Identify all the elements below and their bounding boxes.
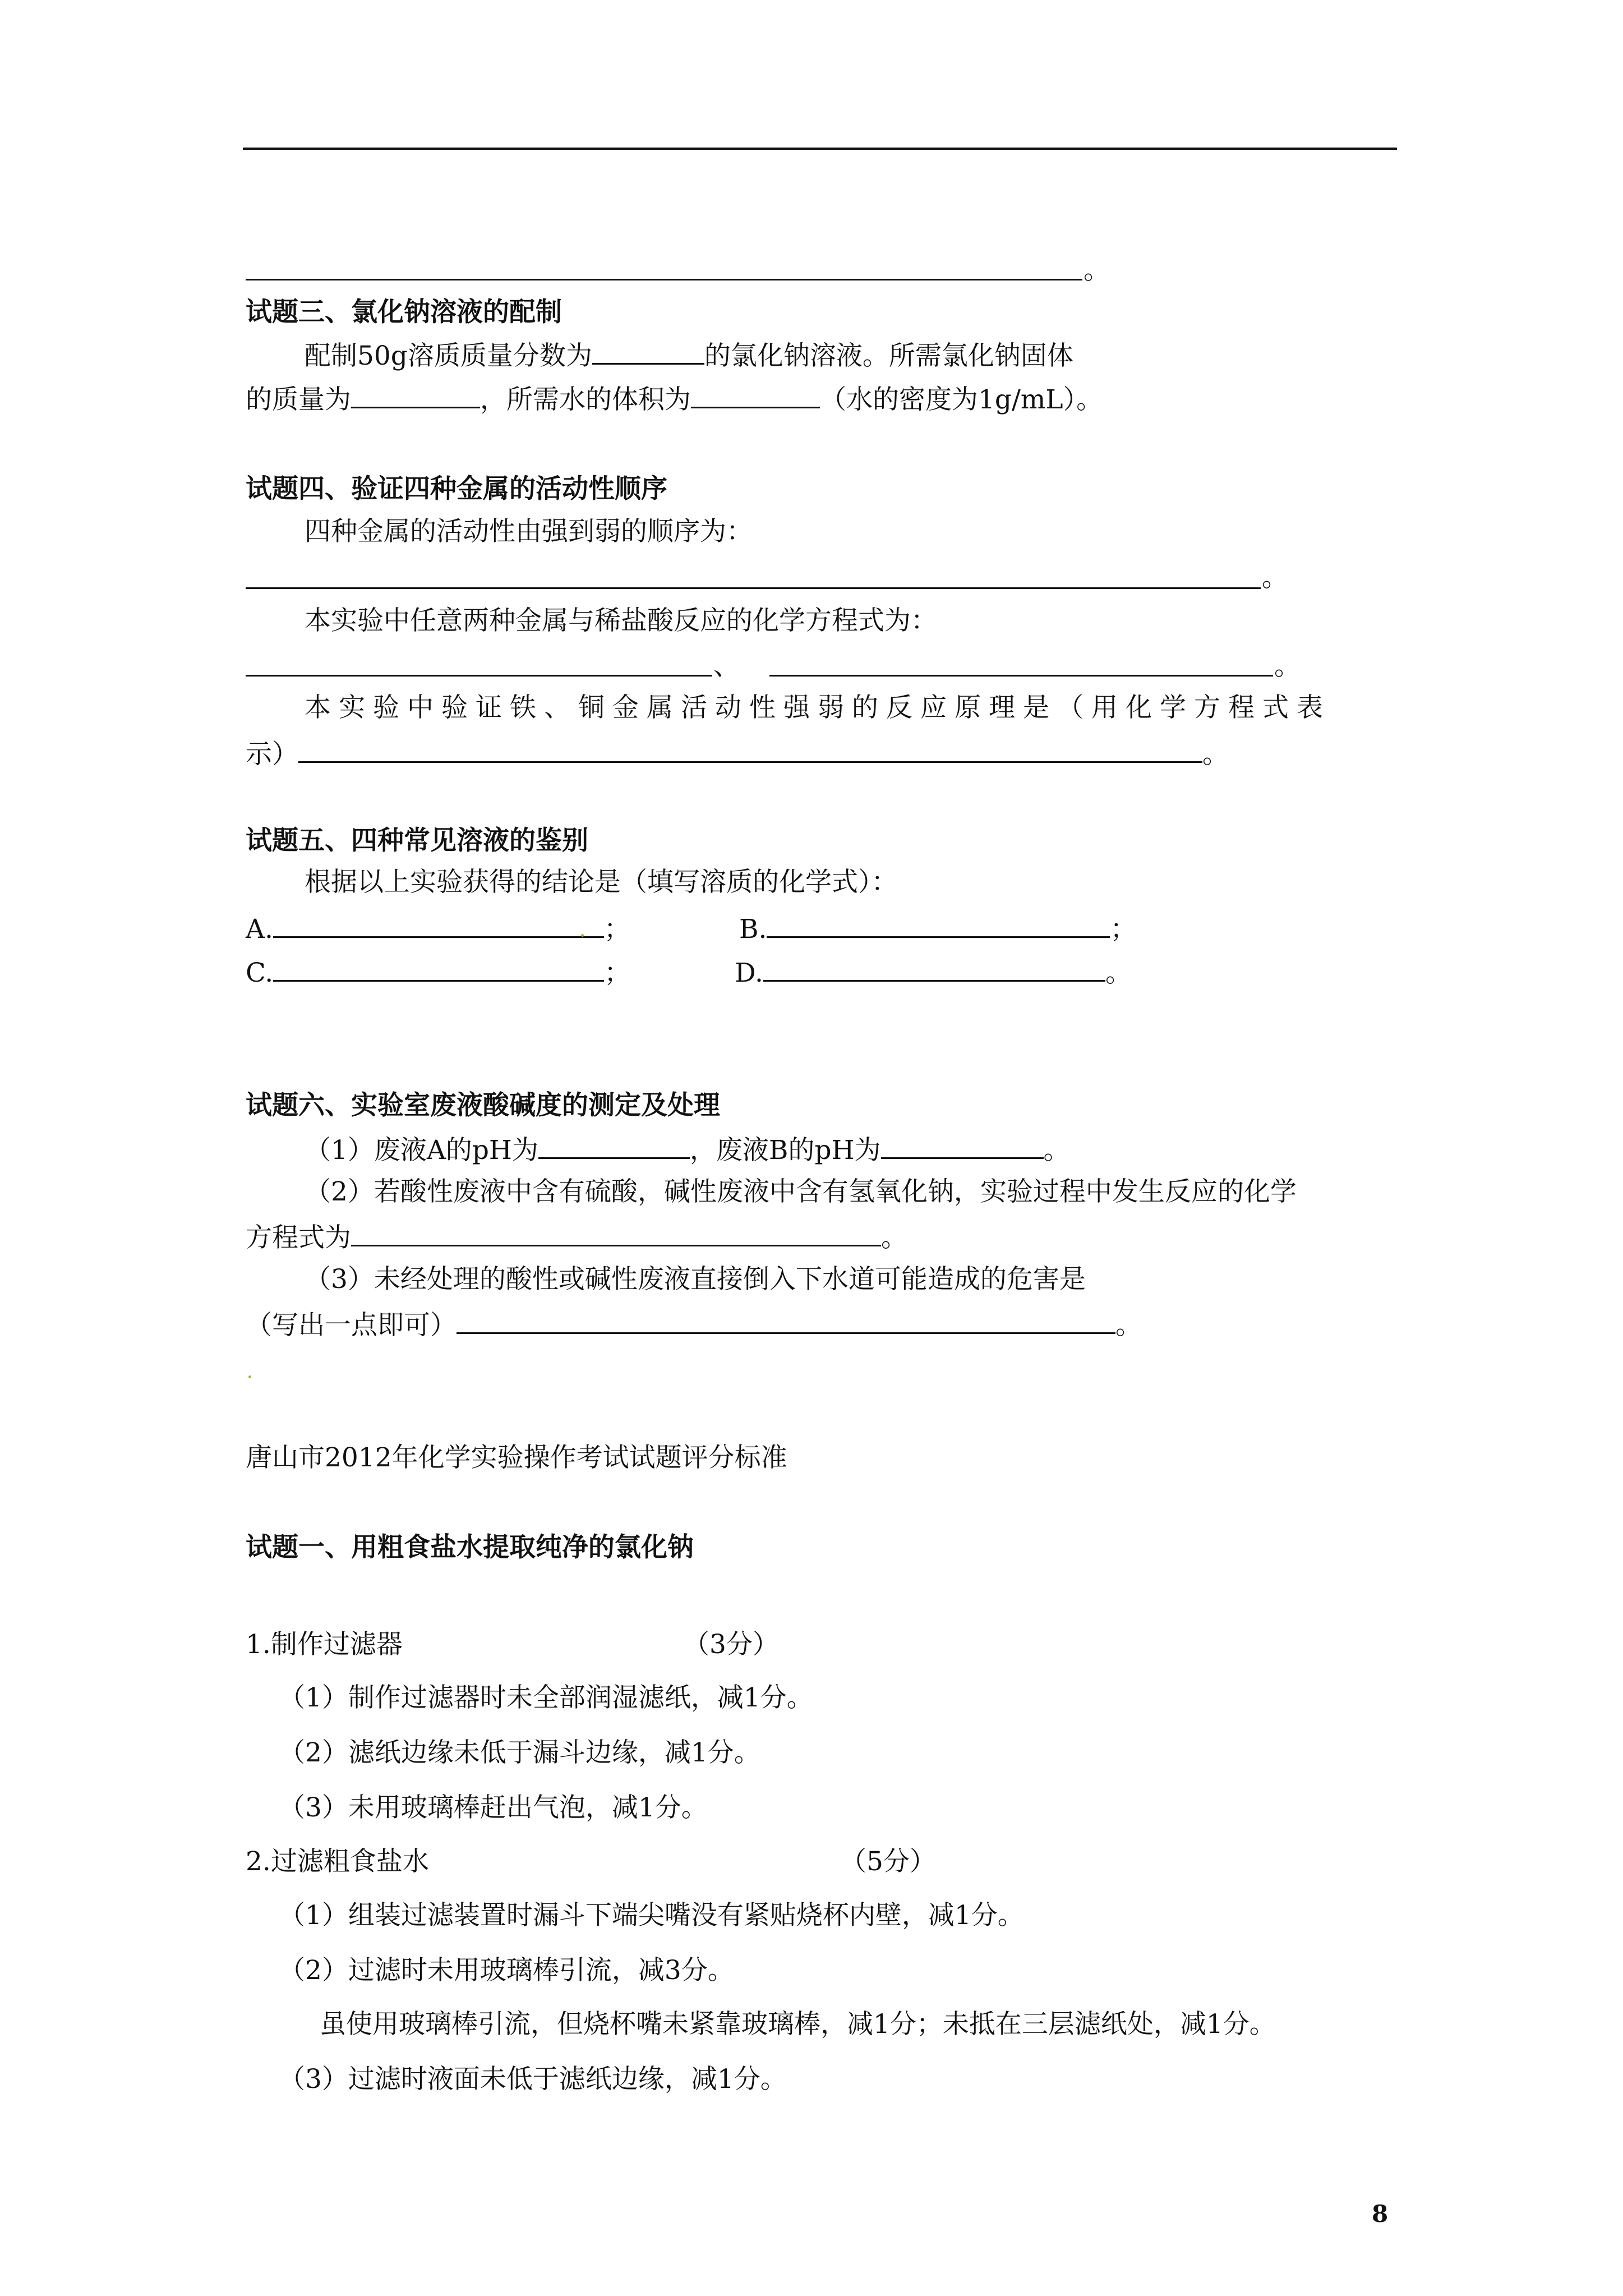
rule-item: （2）滤纸边缘未低于漏斗边缘，减1分。 xyxy=(279,1737,760,1768)
answer-d: D. 。 xyxy=(735,954,1132,990)
answer-a: A. ； xyxy=(246,910,630,946)
rule-item: （1）组装过滤装置时漏斗下端尖嘴没有紧贴烧杯内壁，减1分。 xyxy=(279,1900,1024,1931)
item-points: （3分） xyxy=(683,1629,779,1660)
item-points: （5分） xyxy=(840,1846,936,1877)
answer-blank-a[interactable] xyxy=(273,910,604,938)
paragraph-line: 四种金属的活动性由强到弱的顺序为： xyxy=(305,516,753,547)
rule-item: （1）制作过滤器时未全部润湿滤纸，减1分。 xyxy=(279,1682,813,1713)
question-2: （2）若酸性废液中含有硫酸，碱性废液中含有氢氧化钠，实验过程中发生反应的化学 xyxy=(305,1176,1297,1207)
ink-speck xyxy=(581,934,584,937)
question-3: （3）未经处理的酸性或碱性废液直接倒入下水道可能造成的危害是 xyxy=(305,1264,1086,1295)
paragraph-line: 示） 。 xyxy=(246,735,1229,771)
answer-b: B. ； xyxy=(739,910,1136,946)
paragraph-line: 根据以上实验获得的结论是（填写溶质的化学式）： xyxy=(305,867,898,898)
rule-item: （3）未用玻璃棒赶出气泡，减1分。 xyxy=(279,1792,708,1823)
question-1: （1）废液A的pH为 ，废液B的pH为 。 xyxy=(305,1131,1070,1167)
section-title: 试题六、实验室废液酸碱度的测定及处理 xyxy=(246,1090,720,1121)
item-title: 2.过滤粗食盐水 xyxy=(246,1846,429,1877)
rule-item: （3）过滤时液面未低于滤纸边缘，减1分。 xyxy=(279,2064,787,2095)
answer-line xyxy=(246,279,1082,280)
answer-blank[interactable] xyxy=(457,1306,1115,1334)
end-mark: 。 xyxy=(1262,562,1288,593)
page-number: 8 xyxy=(1372,2200,1389,2228)
paragraph-line: 本实验中验证铁、铜金属活动性强弱的反应原理是（用化学方程式表 xyxy=(305,692,1331,723)
answer-blank-c[interactable] xyxy=(273,954,604,982)
answer-line[interactable] xyxy=(246,675,712,677)
header-rule xyxy=(243,148,1397,150)
end-mark: 。 xyxy=(1083,255,1110,286)
paragraph-line: 的质量为 ，所需水的体积为 （水的密度为1g/mL）。 xyxy=(246,381,1103,417)
question-3-cont: （写出一点即可） 。 xyxy=(246,1306,1142,1342)
question-2-cont: 方程式为 。 xyxy=(246,1219,907,1255)
answer-blank-d[interactable] xyxy=(763,954,1105,982)
rule-item: （2）过滤时未用玻璃棒引流，减3分。 xyxy=(279,1955,734,1986)
section-title: 试题三、氯化钠溶液的配制 xyxy=(246,297,562,328)
grading-heading: 唐山市2012年化学实验操作考试试题评分标准 xyxy=(246,1442,787,1473)
answer-blank-b[interactable] xyxy=(767,910,1110,938)
section-title: 试题五、四种常见溶液的鉴别 xyxy=(246,825,588,856)
item-title: 1.制作过滤器 xyxy=(246,1629,403,1660)
answer-line[interactable] xyxy=(769,675,1273,677)
answer-blank[interactable] xyxy=(538,1131,690,1159)
answer-blank[interactable] xyxy=(881,1131,1044,1159)
paragraph-line: 本实验中任意两种金属与稀盐酸反应的化学方程式为： xyxy=(305,605,937,636)
answer-blank[interactable] xyxy=(592,337,704,365)
rule-item: 虽使用玻璃棒引流，但烧杯嘴未紧靠玻璃棒，减1分；未抵在三层滤纸处，减1分。 xyxy=(320,2009,1276,2040)
answer-line[interactable] xyxy=(246,587,1261,589)
section-title: 试题一、用粗食盐水提取纯净的氯化钠 xyxy=(246,1532,694,1563)
answer-c: C. ； xyxy=(246,954,630,990)
paragraph-line: 配制50g溶质质量分数为 的氯化钠溶液。所需氯化钠固体 xyxy=(305,337,1073,373)
ink-speck xyxy=(248,1375,251,1378)
end-mark: 。 xyxy=(1274,651,1301,682)
separator: 、 xyxy=(713,651,740,682)
section-title: 试题四、验证四种金属的活动性顺序 xyxy=(246,473,667,504)
answer-blank[interactable] xyxy=(691,381,820,408)
answer-blank[interactable] xyxy=(351,1219,881,1246)
answer-blank[interactable] xyxy=(351,381,480,408)
answer-blank[interactable] xyxy=(298,735,1202,763)
